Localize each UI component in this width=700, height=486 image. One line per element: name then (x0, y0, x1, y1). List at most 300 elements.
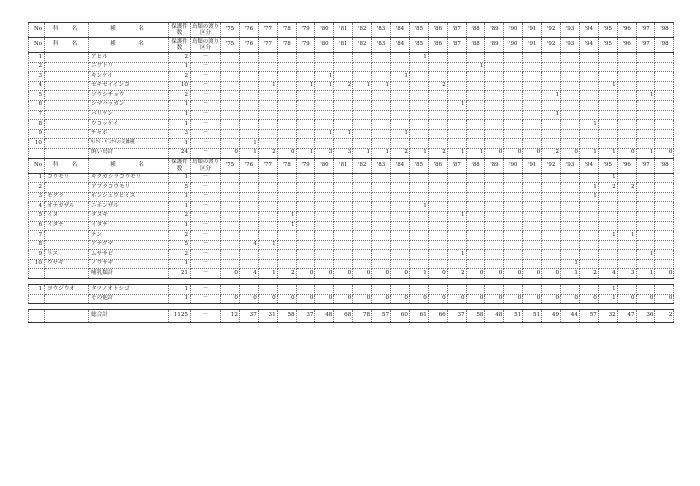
subtotal-year-value: 0 (655, 148, 674, 158)
row-year-value (334, 100, 353, 110)
subtotal-year-value: 0 (296, 294, 315, 304)
header-year: '88 (466, 23, 485, 38)
row-year-value (561, 129, 580, 139)
row-category: － (191, 100, 221, 110)
header-year: '87 (447, 158, 466, 173)
row-year-value: 1 (239, 139, 258, 149)
row-year-value (447, 62, 466, 72)
row-year-value (447, 81, 466, 91)
row-year-value (221, 183, 240, 193)
header-no: No (29, 23, 45, 38)
row-year-value (636, 53, 655, 63)
header-no: No (29, 158, 45, 173)
row-year-value (466, 259, 485, 269)
row-year-value (353, 110, 372, 120)
row-year-value (221, 192, 240, 202)
row-year-value (579, 285, 598, 295)
row-year-value (579, 250, 598, 260)
rescue-statistics-table (28, 22, 674, 323)
row-category: － (191, 129, 221, 139)
row-no: 9 (29, 250, 45, 260)
row-year-value (409, 250, 428, 260)
row-year-value (579, 91, 598, 101)
row-year-value (391, 110, 410, 120)
header-year: '78 (277, 158, 296, 173)
row-year-value (428, 285, 447, 295)
row-year-value (655, 173, 674, 183)
row-year-value (579, 62, 598, 72)
row-year-value (277, 250, 296, 260)
row-year-value (428, 62, 447, 72)
subtotal-label: 哺乳類計 (89, 269, 169, 279)
row-year-value: 1 (636, 91, 655, 101)
subtotal-year-value: 0 (561, 294, 580, 304)
row-year-value (372, 221, 391, 231)
row-year-value (258, 100, 277, 110)
header-cases: 保護件数 (169, 158, 191, 173)
row-species: テン (89, 231, 169, 241)
row-year-value (296, 259, 315, 269)
row-year-value: 1 (598, 231, 617, 241)
row-year-value (296, 62, 315, 72)
row-year-value (277, 183, 296, 193)
header-year: '89 (485, 38, 504, 53)
row-year-value (239, 100, 258, 110)
header-year: '97 (636, 38, 655, 53)
row-category: － (191, 81, 221, 91)
row-year-value (391, 240, 410, 250)
header-year: '95 (598, 23, 617, 38)
row-cases: 3 (169, 129, 191, 139)
row-family (45, 62, 89, 72)
row-year-value (636, 240, 655, 250)
row-category: － (191, 211, 221, 221)
row-family (45, 91, 89, 101)
header-cases: 保護件数 (169, 23, 191, 38)
row-year-value (277, 110, 296, 120)
row-year-value (296, 120, 315, 130)
subtotal-year-value: 0 (579, 294, 598, 304)
row-family (45, 72, 89, 82)
row-year-value (315, 240, 334, 250)
row-year-value (372, 72, 391, 82)
row-year-value (636, 183, 655, 193)
row-year-value (617, 240, 636, 250)
header-year: '93 (561, 38, 580, 53)
row-year-value (466, 211, 485, 221)
row-year-value (372, 62, 391, 72)
header-year: '79 (296, 158, 315, 173)
subtotal-year-value: 0 (523, 269, 542, 279)
row-year-value (221, 259, 240, 269)
header-year: '94 (579, 158, 598, 173)
row-year-value (636, 231, 655, 241)
row-year-value (277, 192, 296, 202)
row-year-value (409, 192, 428, 202)
row-year-value (372, 139, 391, 149)
row-year-value (239, 62, 258, 72)
row-year-value (334, 139, 353, 149)
row-year-value (258, 211, 277, 221)
row-year-value (504, 173, 523, 183)
row-year-value (239, 285, 258, 295)
row-year-value (277, 173, 296, 183)
row-no: 4 (29, 81, 45, 91)
row-year-value (296, 139, 315, 149)
subtotal-year-value: 0 (239, 294, 258, 304)
row-category: － (191, 240, 221, 250)
table-row (29, 139, 674, 149)
row-year-value (523, 62, 542, 72)
row-year-value: 1 (315, 81, 334, 91)
row-year-value (542, 81, 561, 91)
row-year-value (428, 100, 447, 110)
row-year-value (655, 202, 674, 212)
row-year-value: 1 (353, 81, 372, 91)
header-year: '91 (523, 38, 542, 53)
row-family: イヌ (45, 211, 89, 221)
subtotal-category: － (191, 294, 221, 304)
header-year: '88 (466, 38, 485, 53)
row-cases: 2 (169, 91, 191, 101)
row-year-value (579, 53, 598, 63)
row-year-value (598, 240, 617, 250)
row-year-value (636, 285, 655, 295)
row-year-value (334, 285, 353, 295)
header-year: '84 (391, 38, 410, 53)
row-year-value (409, 81, 428, 91)
header-year: '98 (655, 23, 674, 38)
subtotal-year-value: 1 (409, 148, 428, 158)
row-year-value (579, 81, 598, 91)
subtotal-year-value: 0 (617, 294, 636, 304)
row-year-value: 1 (447, 250, 466, 260)
row-year-value (296, 173, 315, 183)
row-year-value (447, 192, 466, 202)
row-year-value (221, 120, 240, 130)
row-year-value (655, 240, 674, 250)
row-year-value (334, 250, 353, 260)
row-year-value (523, 202, 542, 212)
row-year-value (258, 202, 277, 212)
header-year: '94 (579, 38, 598, 53)
row-year-value (221, 250, 240, 260)
row-year-value (523, 183, 542, 193)
row-year-value (296, 53, 315, 63)
row-year-value (391, 221, 410, 231)
subtotal-year-value: 3 (315, 148, 334, 158)
row-year-value (447, 259, 466, 269)
row-year-value (561, 221, 580, 231)
row-no: 8 (29, 120, 45, 130)
table-row (29, 120, 674, 130)
row-year-value (598, 192, 617, 202)
row-year-value (391, 53, 410, 63)
row-year-value (636, 129, 655, 139)
row-year-value (447, 139, 466, 149)
row-year-value (542, 129, 561, 139)
header-species: 種 名 (89, 158, 169, 173)
subtotal-year-value: 0 (655, 294, 674, 304)
row-year-value (277, 120, 296, 130)
header-year: '94 (579, 23, 598, 38)
subtotal-year-value: 1 (372, 148, 391, 158)
row-year-value (391, 285, 410, 295)
row-category: － (191, 139, 221, 149)
row-year-value: 1 (296, 81, 315, 91)
row-year-value (428, 240, 447, 250)
row-year-value (542, 192, 561, 202)
row-year-value (617, 72, 636, 82)
row-cases: 2 (169, 72, 191, 82)
row-year-value (372, 100, 391, 110)
row-year-value (221, 53, 240, 63)
row-year-value (655, 53, 674, 63)
row-year-value (561, 81, 580, 91)
row-year-value (523, 129, 542, 139)
header-year: '89 (485, 23, 504, 38)
row-year-value (447, 91, 466, 101)
row-year-value (485, 81, 504, 91)
row-year-value (315, 202, 334, 212)
row-year-value (221, 240, 240, 250)
row-year-value: 1 (391, 129, 410, 139)
table-row (29, 231, 674, 241)
row-year-value (277, 72, 296, 82)
row-year-value (636, 211, 655, 221)
row-year-value (372, 120, 391, 130)
subtotal-year-value: 2 (655, 310, 674, 323)
row-year-value (655, 129, 674, 139)
subtotal-year-value: 12 (221, 310, 240, 323)
header-year: '82 (353, 23, 372, 38)
row-year-value (655, 120, 674, 130)
row-year-value (447, 173, 466, 183)
subtotal-year-value: 36 (636, 310, 655, 323)
header-year: '98 (655, 38, 674, 53)
row-category: － (191, 202, 221, 212)
row-year-value (221, 81, 240, 91)
row-species: ホンシュウヒミズ (89, 192, 169, 202)
subtotal-year-value: 78 (353, 310, 372, 323)
row-year-value (579, 221, 598, 231)
row-year-value (655, 62, 674, 72)
row-year-value (353, 120, 372, 130)
row-year-value (258, 53, 277, 63)
row-year-value (636, 139, 655, 149)
row-year-value (523, 100, 542, 110)
row-year-value (353, 62, 372, 72)
table-row (29, 240, 674, 250)
row-year-value (485, 173, 504, 183)
row-year-value (277, 139, 296, 149)
row-category: － (191, 231, 221, 241)
row-year-value (334, 259, 353, 269)
row-year-value (655, 221, 674, 231)
header-category: 鳥類の渡り区分 (192, 23, 219, 36)
row-year-value (239, 221, 258, 231)
row-year-value (485, 285, 504, 295)
table-row (29, 259, 674, 269)
row-year-value (598, 62, 617, 72)
row-year-value (296, 202, 315, 212)
row-year-value (598, 259, 617, 269)
row-year-value (296, 250, 315, 260)
row-year-value: 2 (598, 183, 617, 193)
subtotal-year-value: 1 (296, 148, 315, 158)
row-year-value (258, 183, 277, 193)
table-row (29, 53, 674, 63)
row-year-value (504, 221, 523, 231)
subtotal-year-value: 4 (239, 269, 258, 279)
row-year-value (239, 91, 258, 101)
subtotal-cases: 1 (169, 294, 191, 304)
subtotal-year-value: 32 (598, 310, 617, 323)
row-year-value (258, 221, 277, 231)
row-family (45, 231, 89, 241)
row-species: ニワトリ (89, 62, 169, 72)
table-row (29, 285, 674, 295)
row-year-value: 4 (239, 240, 258, 250)
row-year-value (428, 259, 447, 269)
row-year-value (542, 62, 561, 72)
row-family (45, 53, 89, 63)
table-row (29, 91, 674, 101)
row-year-value (315, 62, 334, 72)
row-year-value (636, 259, 655, 269)
row-year-value (334, 110, 353, 120)
row-family: イタチ (45, 221, 89, 231)
row-year-value (466, 285, 485, 295)
row-year-value (485, 62, 504, 72)
header-row (29, 38, 674, 53)
row-year-value (466, 100, 485, 110)
row-year-value (504, 53, 523, 63)
row-year-value: 1 (447, 211, 466, 221)
row-year-value (561, 250, 580, 260)
row-year-value (617, 192, 636, 202)
row-year-value (504, 139, 523, 149)
row-year-value (315, 211, 334, 221)
row-year-value (391, 259, 410, 269)
row-family: ウサギ (45, 259, 89, 269)
table-row (29, 110, 674, 120)
subtotal-year-value: 0 (466, 294, 485, 304)
row-no: 5 (29, 91, 45, 101)
row-year-value (561, 120, 580, 130)
subtotal-category: － (191, 310, 221, 323)
row-year-value (485, 53, 504, 63)
row-year-value (353, 100, 372, 110)
row-family (45, 139, 89, 149)
row-year-value (504, 240, 523, 250)
row-no: 7 (29, 110, 45, 120)
header-no: No (29, 38, 45, 53)
row-year-value (334, 120, 353, 130)
header-year: '75 (221, 158, 240, 173)
row-year-value (315, 221, 334, 231)
header-year: '95 (598, 38, 617, 53)
subtotal-year-value: 0 (277, 294, 296, 304)
row-year-value (391, 231, 410, 241)
subtotal-family-blank (45, 148, 89, 158)
row-year-value (542, 53, 561, 63)
subtotal-year-value: 2 (277, 269, 296, 279)
table-row (29, 62, 674, 72)
row-year-value (221, 231, 240, 241)
header-year: '90 (504, 38, 523, 53)
row-species: チャボ (89, 129, 169, 139)
subtotal-year-value: 1 (258, 269, 277, 279)
row-year-value (334, 221, 353, 231)
row-no: 6 (29, 221, 45, 231)
subtotal-year-value: 0 (542, 294, 561, 304)
row-year-value (334, 173, 353, 183)
row-year-value (221, 221, 240, 231)
row-year-value (485, 211, 504, 221)
row-year-value (391, 62, 410, 72)
header-year: '82 (353, 38, 372, 53)
subtotal-year-value: 0 (428, 294, 447, 304)
row-year-value (296, 91, 315, 101)
row-year-value (277, 81, 296, 91)
subtotal-year-value: 0 (504, 269, 523, 279)
header-year: '87 (447, 23, 466, 38)
row-year-value (561, 173, 580, 183)
row-year-value (523, 250, 542, 260)
row-year-value (598, 221, 617, 231)
row-year-value (542, 183, 561, 193)
header-year: '76 (239, 38, 258, 53)
subtotal-year-value: 44 (561, 310, 580, 323)
row-cases: 1 (169, 259, 191, 269)
row-category: － (191, 221, 221, 231)
row-year-value (485, 192, 504, 202)
header-year: '96 (617, 38, 636, 53)
header-year: '93 (561, 158, 580, 173)
subtotal-year-value: 0 (372, 269, 391, 279)
header-year: '83 (372, 23, 391, 38)
header-year: '75 (221, 23, 240, 38)
header-year: '85 (409, 23, 428, 38)
row-species: アナグマ (89, 240, 169, 250)
row-year-value (353, 183, 372, 193)
row-year-value (655, 285, 674, 295)
row-year-value (221, 100, 240, 110)
row-year-value (296, 231, 315, 241)
row-year-value (655, 100, 674, 110)
row-year-value (579, 259, 598, 269)
subtotal-row (29, 310, 674, 323)
row-year-value (485, 259, 504, 269)
row-year-value (239, 53, 258, 63)
row-family: リス (45, 250, 89, 260)
header-year: '86 (428, 38, 447, 53)
subtotal-family-blank (45, 310, 89, 323)
subtotal-no-blank (29, 148, 45, 158)
row-year-value (561, 110, 580, 120)
row-year-value (258, 91, 277, 101)
row-species: ウコッケイ (89, 120, 169, 130)
row-cases: 1 (169, 139, 191, 149)
row-species: タヌキ (89, 211, 169, 221)
row-year-value (239, 202, 258, 212)
row-year-value (617, 110, 636, 120)
subtotal-year-value: 0 (466, 269, 485, 279)
row-year-value (636, 221, 655, 231)
header-year: '95 (598, 158, 617, 173)
row-year-value (296, 285, 315, 295)
